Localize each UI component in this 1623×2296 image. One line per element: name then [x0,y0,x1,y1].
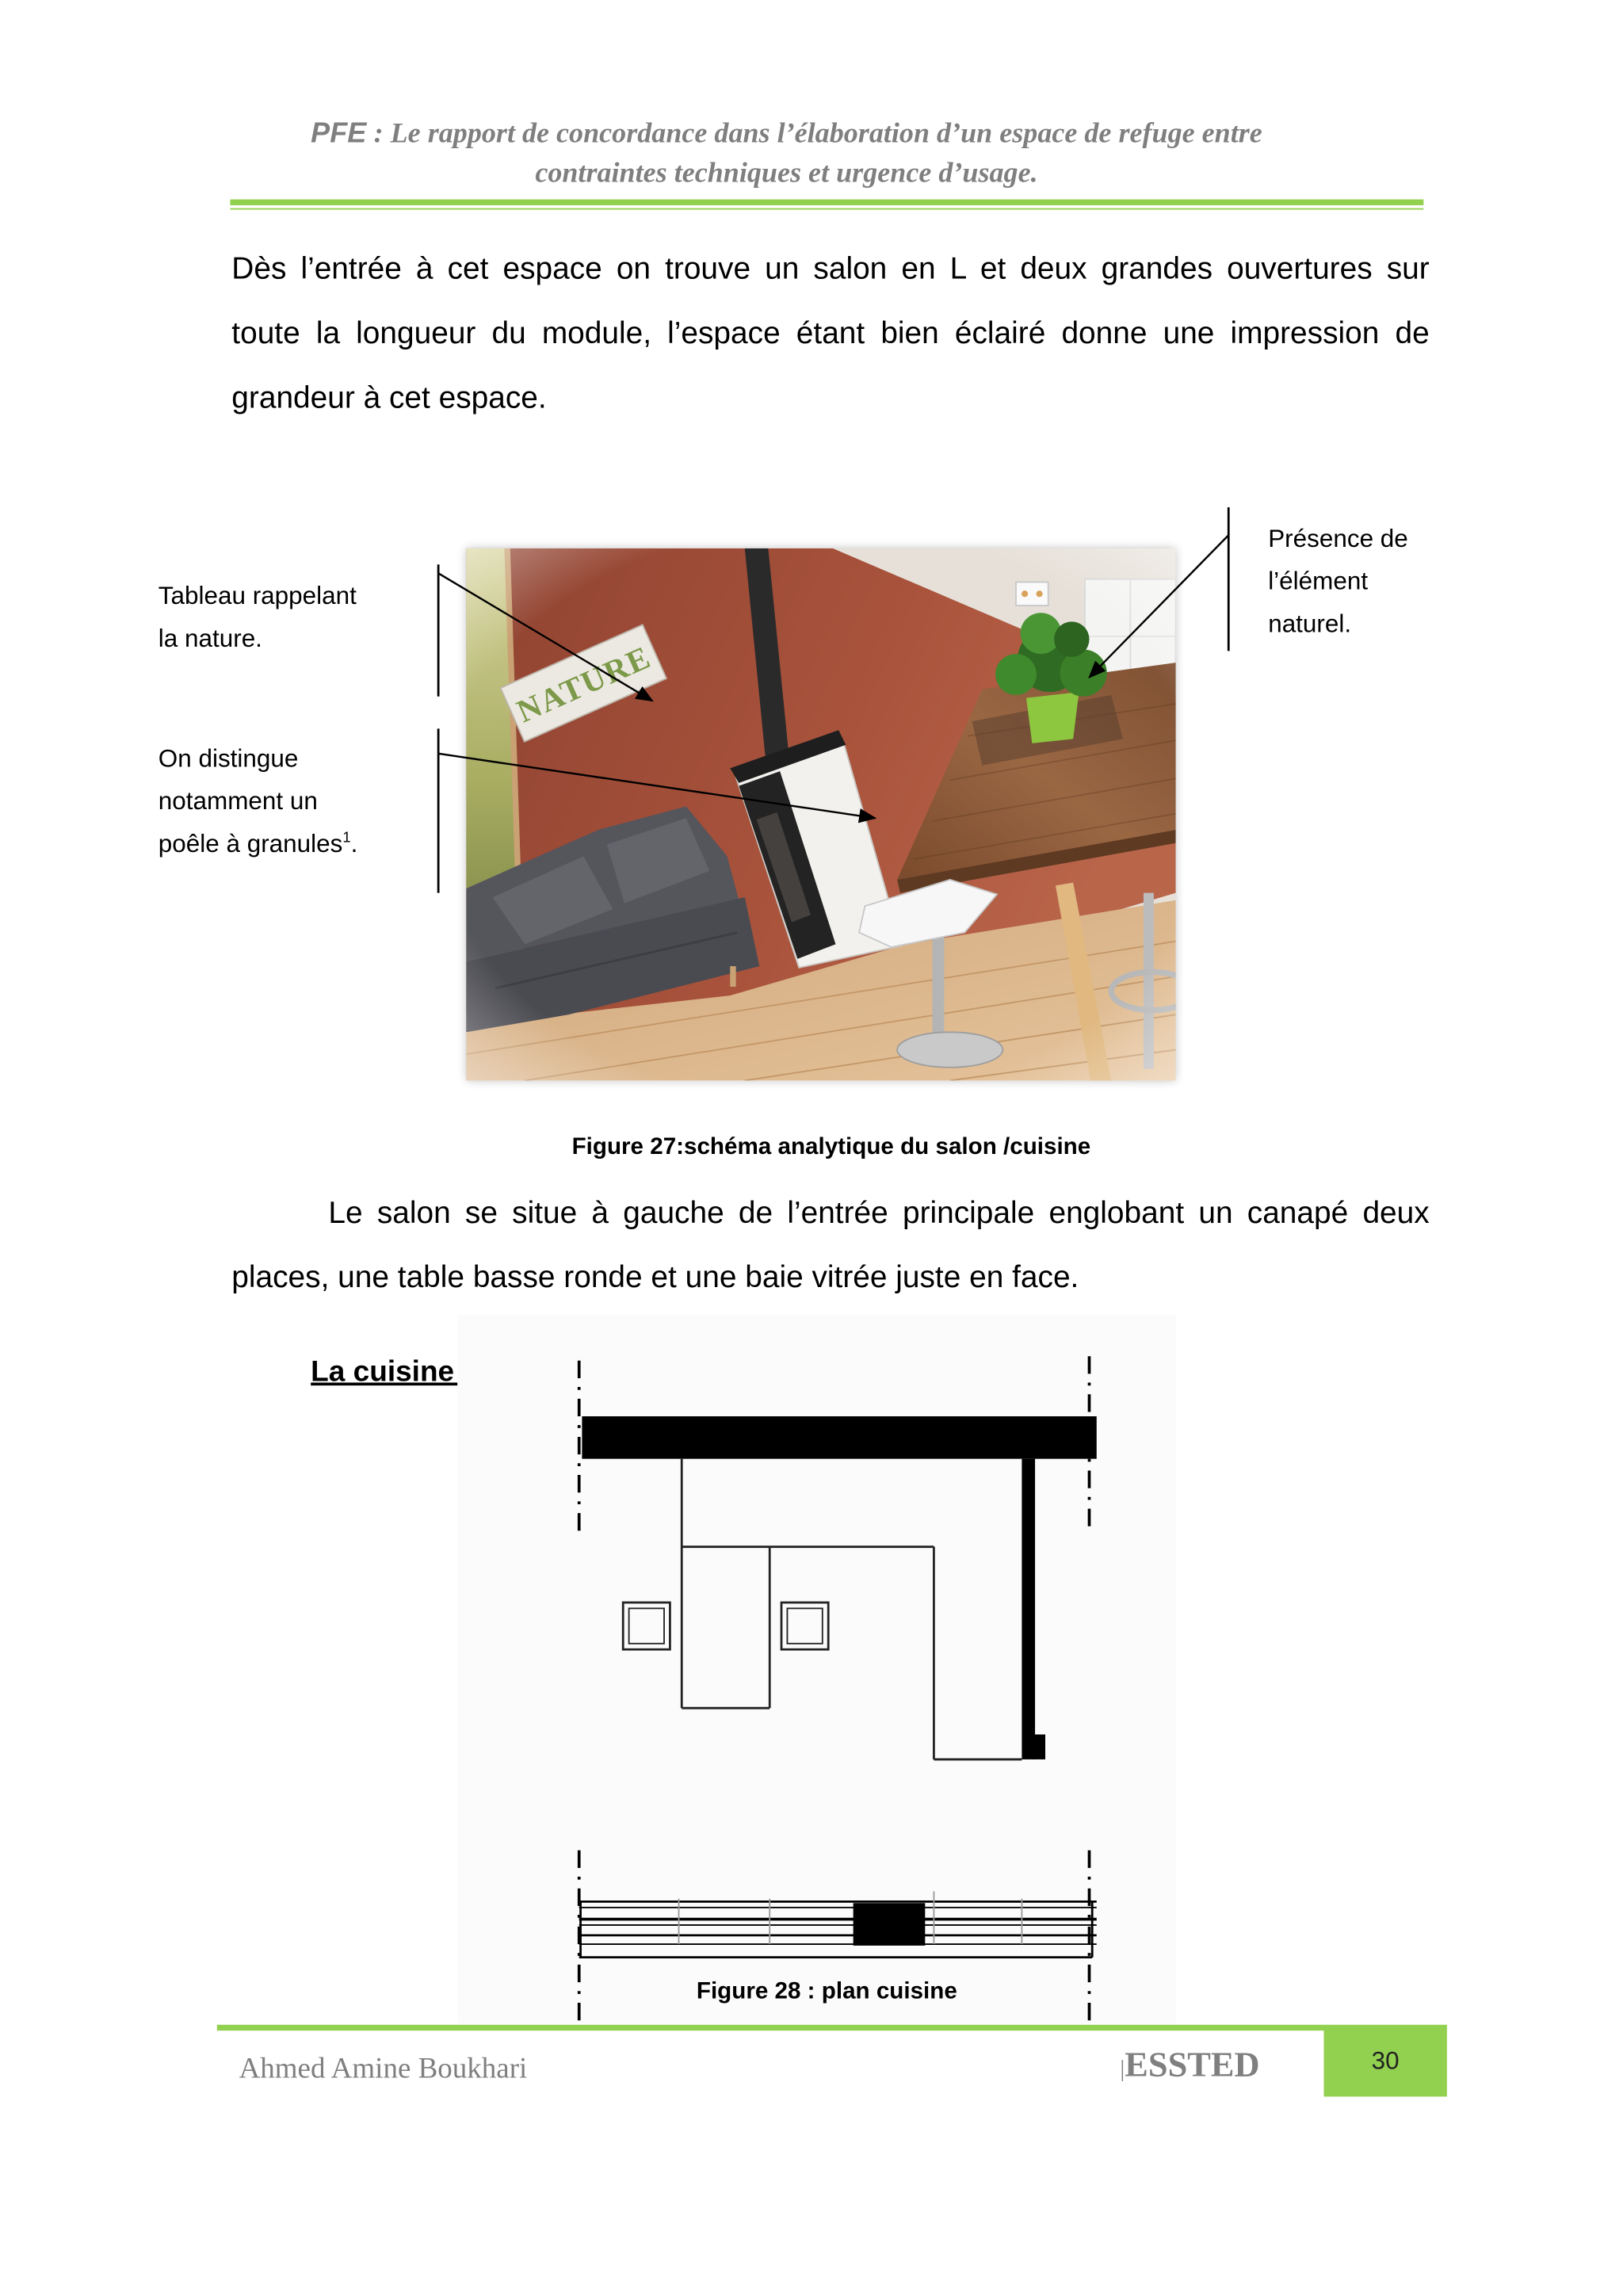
annotation-line: Tableau rappelant [158,582,357,610]
plan-wall-top [582,1416,1096,1459]
paragraph-line: Dès l’entrée à cet espace on trouve un salon en L et deux grandes ouvertures sur [231,252,1430,286]
annotation-line: l’élément [1268,567,1369,596]
annotation-stove [158,738,358,865]
footer-school-name: ESSTED [1125,2046,1260,2085]
footer-school [1120,2044,1259,2092]
plan-wall-right [1022,1459,1035,1759]
footer-separator: | [1120,2057,1125,2082]
paragraph-line: toute la longueur du module, l’espace étant bien éclairé donne une impression de [231,316,1430,351]
header-title-line-2: contraintes techniques et urgence d’usage. [535,158,1038,189]
annotation-line [158,823,358,865]
paragraph-intro [231,238,1429,431]
figure-27-caption: Figure 27:schéma analytique du salon /cuisine [571,1134,1091,1160]
header-prefix: PFE [311,117,367,150]
paragraph-salon [231,1182,1429,1311]
plan-chair [781,1603,828,1649]
annotation-end: . [350,830,358,858]
footnote-mark: 1 [342,830,351,847]
running-header-line-1 [230,114,1342,155]
page-number: 30 [1323,2025,1446,2097]
annotation-line: Présence de [1268,525,1408,553]
plan-counter [682,1459,1022,1759]
plan-chair [623,1603,670,1649]
paragraph-line: grandeur à cet espace. [231,380,547,415]
annotation-line: la nature. [158,625,262,653]
figure-28-caption: Figure 28 : plan cuisine [696,1979,957,2004]
plan-wall-end [1032,1734,1045,1759]
footer-author: Ahmed Amine Boukhari [239,2052,528,2085]
header-title-line-1: : Le rapport de concordance dans l’élaboration d’un espace de refuge entre [373,118,1262,150]
plan-island [682,1547,769,1708]
annotation-painting [158,575,357,659]
elevation-block [854,1903,926,1946]
annotation-arrow-painting [438,573,652,701]
paragraph-line: places, une table basse ronde et une baie vitrée juste en face. [231,1260,1079,1295]
annotation-arrow-stove [438,754,875,818]
annotation-plant [1268,518,1408,645]
annotation-line: On distingue [158,744,299,773]
annotation-line: naturel. [1268,609,1352,638]
paragraph-line: Le salon se situe à gauche de l’entrée principale englobant un canapé deux [328,1196,1430,1231]
running-header [230,114,1342,193]
footer-rule [217,2025,1324,2030]
annotation-line: notamment un [158,787,318,816]
section-heading-cuisine: La cuisine : [311,1356,472,1389]
annotation-text: poêle à granules [158,830,343,858]
header-rule [230,200,1423,205]
header-rule-thin [230,208,1423,210]
elevation-lines [579,1901,1097,1957]
annotation-arrow-plant [1090,535,1229,677]
kitchen-plan-drawing [457,1315,1175,2023]
